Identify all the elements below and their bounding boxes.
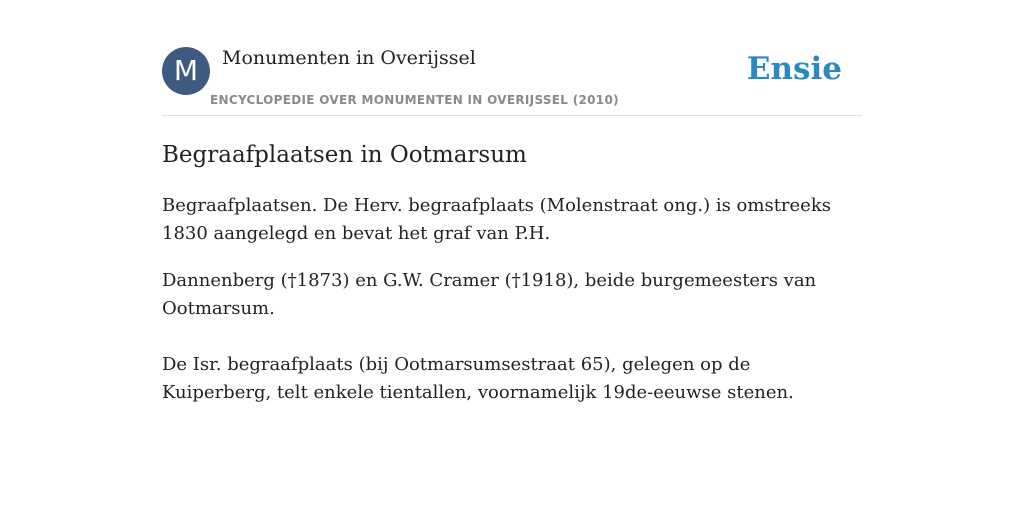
avatar[interactable]: M [162, 47, 210, 95]
article-card [162, 0, 862, 512]
source-title[interactable]: Monumenten in Overijssel [222, 47, 476, 69]
article-paragraph: De Isr. begraafplaats (bij Ootmarsumsestraat 65), gelegen op de Kuiperberg, telt enkele tientallen, voornamelijk 19de-eeuwse stenen. [162, 354, 794, 403]
article-paragraph: Dannenberg (†1873) en G.W. Cramer (†1918), beide burgemeesters van Ootmarsum. [162, 270, 817, 319]
brand-logo[interactable]: Ensie [746, 51, 842, 87]
source-header [162, 0, 862, 116]
article-paragraph: Begraafplaatsen. De Herv. begraafplaats (Molenstraat ong.) is omstreeks 1830 aangelegd en bevat het graf van P.H. [162, 195, 831, 244]
source-subtitle: ENCYCLOPEDIE OVER MONUMENTEN IN OVERIJSSEL (2010) [210, 93, 619, 107]
article-title: Begraafplaatsen in Ootmarsum [162, 142, 527, 168]
